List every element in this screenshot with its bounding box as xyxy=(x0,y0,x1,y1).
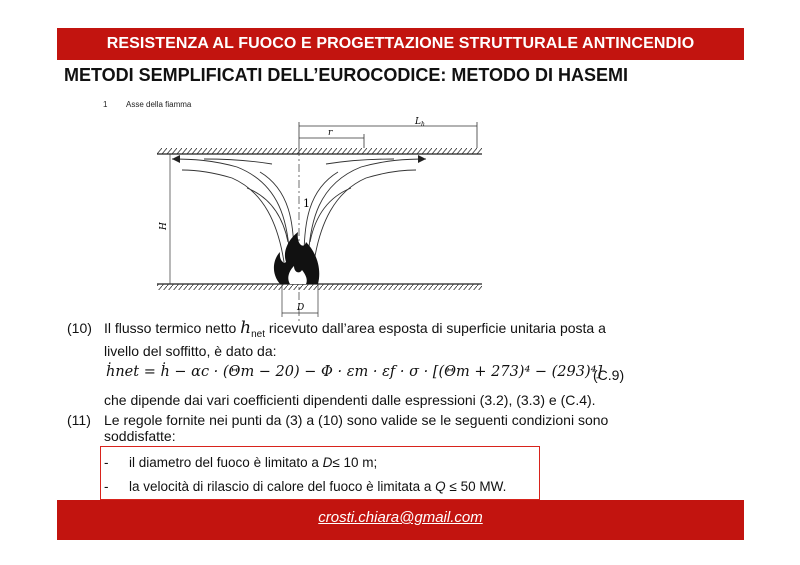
var-q: Q xyxy=(435,479,446,494)
legend-number: 1 xyxy=(103,100,108,109)
header-title: RESISTENZA AL FUOCO E PROGETTAZIONE STRUTTURALE ANTINCENDIO xyxy=(106,35,695,52)
arrow-left xyxy=(172,155,180,163)
floor-hatch xyxy=(157,284,482,290)
footer-bar xyxy=(57,500,744,540)
hasemi-diagram xyxy=(152,112,492,327)
label-d: D xyxy=(297,303,305,313)
slide: RESISTENZA AL FUOCO E PROGETTAZIONE STRUTTURALE ANTINCENDIO METODI SEMPLIFICATI DELL’EUROCODICE: METODO DI HASEMI 1 Asse della fiamma $L_h$ r 1 H D (10) Il flusso termico netto $h_{net}$ ricevuto dall’area esposta di superficie unitaria posta a livello del soffitto, è dato da: ḣnet = ḣ − αc · (Θm − 20) − Φ · εm · εf · σ · [(Θm + 273)⁴ − (293)⁴] (C.9) che dipende dai vari coefficienti dipendenti dalle espressioni (3.2), (3.3) e (C.4). (11) Le regole fornite nei punti da (3) a (10) sono valide se le seguenti condizioni sono soddisfatte: - il diametro del fuoco è limitato a D≤ 10 m; - la velocità di rilascio di calore del fuoco è limitata a Q ≤ 50 MW. crosti.chiara@gmail.com xyxy=(57,28,744,540)
plume-left xyxy=(172,159,294,262)
label-axis: 1 xyxy=(303,197,310,210)
para-11-line1: Le regole fornite nei punti da (3) a (10) sono valide se le seguenti condizioni sono xyxy=(104,412,609,428)
equation-number: (C.9) xyxy=(593,367,625,383)
formula-text: ḣnet = ḣ − αc · (Θm − 20) − Φ · εm · εf · σ · [(Θm + 273)⁴ − (293)⁴] xyxy=(106,364,603,380)
para-11-line2: soddisfatte: xyxy=(104,428,176,444)
arrow-right xyxy=(418,155,426,163)
para-10-number: (10) xyxy=(67,320,92,336)
label-lh: $L_h$ xyxy=(415,117,425,128)
label-r: r xyxy=(328,128,333,138)
para-10-line1a: Il flusso termico netto xyxy=(104,320,241,336)
footer-email-link[interactable]: crosti.chiara@gmail.com xyxy=(318,509,483,526)
para-10-line1b: ricevuto dall’area esposta di superficie unitaria posta a xyxy=(265,320,606,336)
header-bar xyxy=(57,28,744,60)
ceiling-hatch xyxy=(157,148,482,154)
para-11-number: (11) xyxy=(67,412,91,428)
formula-after: che dipende dai vari coefficienti dipendenti dalle espressioni (3.2), (3.3) e (C.4). xyxy=(104,392,596,408)
legend-text: Asse della fiamma xyxy=(126,100,192,109)
var-h: h xyxy=(240,318,252,338)
var-d: D xyxy=(322,455,333,470)
formula-c9 xyxy=(106,364,602,380)
plume-right xyxy=(304,159,426,262)
label-h: H xyxy=(159,222,169,230)
var-h-sub: net xyxy=(251,328,266,340)
slide-subtitle: METODI SEMPLIFICATI DELL’EUROCODICE: METODO DI HASEMI xyxy=(64,65,629,85)
para-10-line2: livello del soffitto, è dato da: xyxy=(104,342,277,359)
